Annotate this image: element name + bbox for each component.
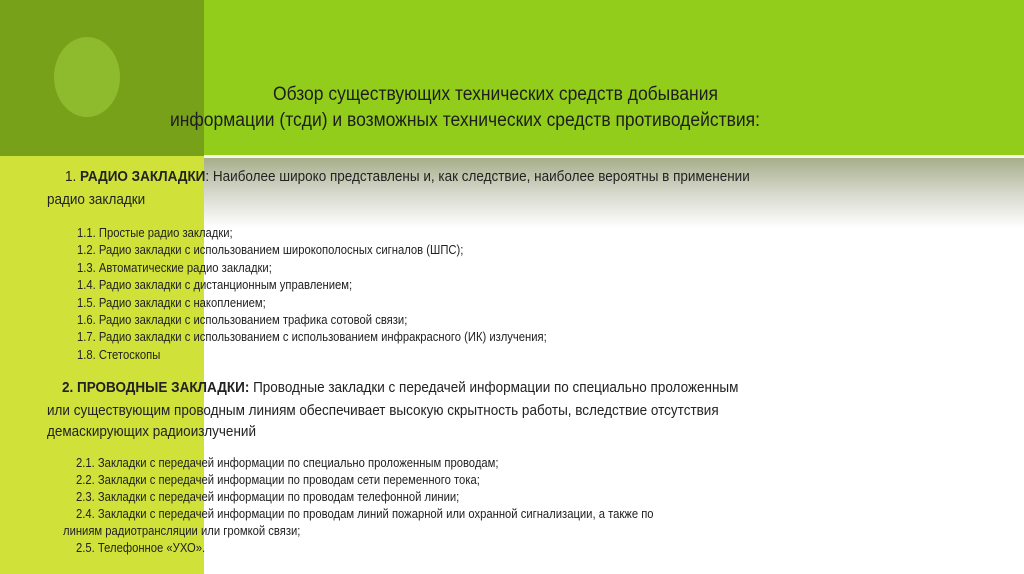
list-item: 2.4. Закладки с передачей информации по проводам линий пожарной или охранной сигнализации, а также по [76,507,654,521]
decorative-circle-icon [54,37,120,117]
list-item: 2.5. Телефонное «УХО». [76,541,206,555]
section1-text-cont: радио закладки [47,191,146,208]
list-item: 1.5. Радио закладки с накоплением; [77,295,266,310]
list-item: 1.7. Радио закладки с использованием с использованием инфракрасного (ИК) излучения; [77,330,547,345]
list-item: 2.2. Закладки с передачей информации по проводам сети переменного тока; [76,473,480,487]
slide-title-line1: Обзор существующих технических средств добывания [273,84,718,105]
list-item: линиям радиотрансляции или громкой связи; [63,524,301,538]
list-item: 1.1. Простые радио закладки; [77,226,233,240]
section1-paragraph [65,168,750,185]
list-item: 2.3. Закладки с передачей информации по проводам телефонной линии; [76,490,460,504]
section2-text-cont: или существующим проводным линиям обеспечивает высокую скрытность работы, вследствие отсутствия [47,402,719,419]
list-item: 2.1. Закладки с передачей информации по специально проложенным проводам; [76,456,499,470]
header-bar [204,0,1024,156]
divider [204,155,1024,158]
section2-paragraph [62,379,738,396]
section1-heading: РАДИО ЗАКЛАДКИ [80,168,206,185]
section2-heading: 2. ПРОВОДНЫЕ ЗАКЛАДКИ: [62,379,250,396]
list-item: 1.4. Радио закладки с дистанционным управлением; [77,278,353,293]
slide-title-line2: информации (тсди) и возможных технических средств противодействия: [170,110,760,131]
section1-text: : Наиболее широко представлены и, как следствие, наиболее вероятны в применении [205,168,750,185]
section1-number: 1. [65,168,77,185]
list-item: 1.2. Радио закладки с использованием широкополосных сигналов (ШПС); [77,243,464,258]
list-item: 1.3. Автоматические радио закладки; [77,260,272,275]
list-item: 1.8. Стетоскопы [77,347,161,362]
section2-text-cont2: демаскирующих радиоизлучений [47,423,256,440]
section2-text: Проводные закладки с передачей информации по специально проложенным [249,379,739,396]
list-item: 1.6. Радио закладки с использованием трафика сотовой связи; [77,313,408,327]
